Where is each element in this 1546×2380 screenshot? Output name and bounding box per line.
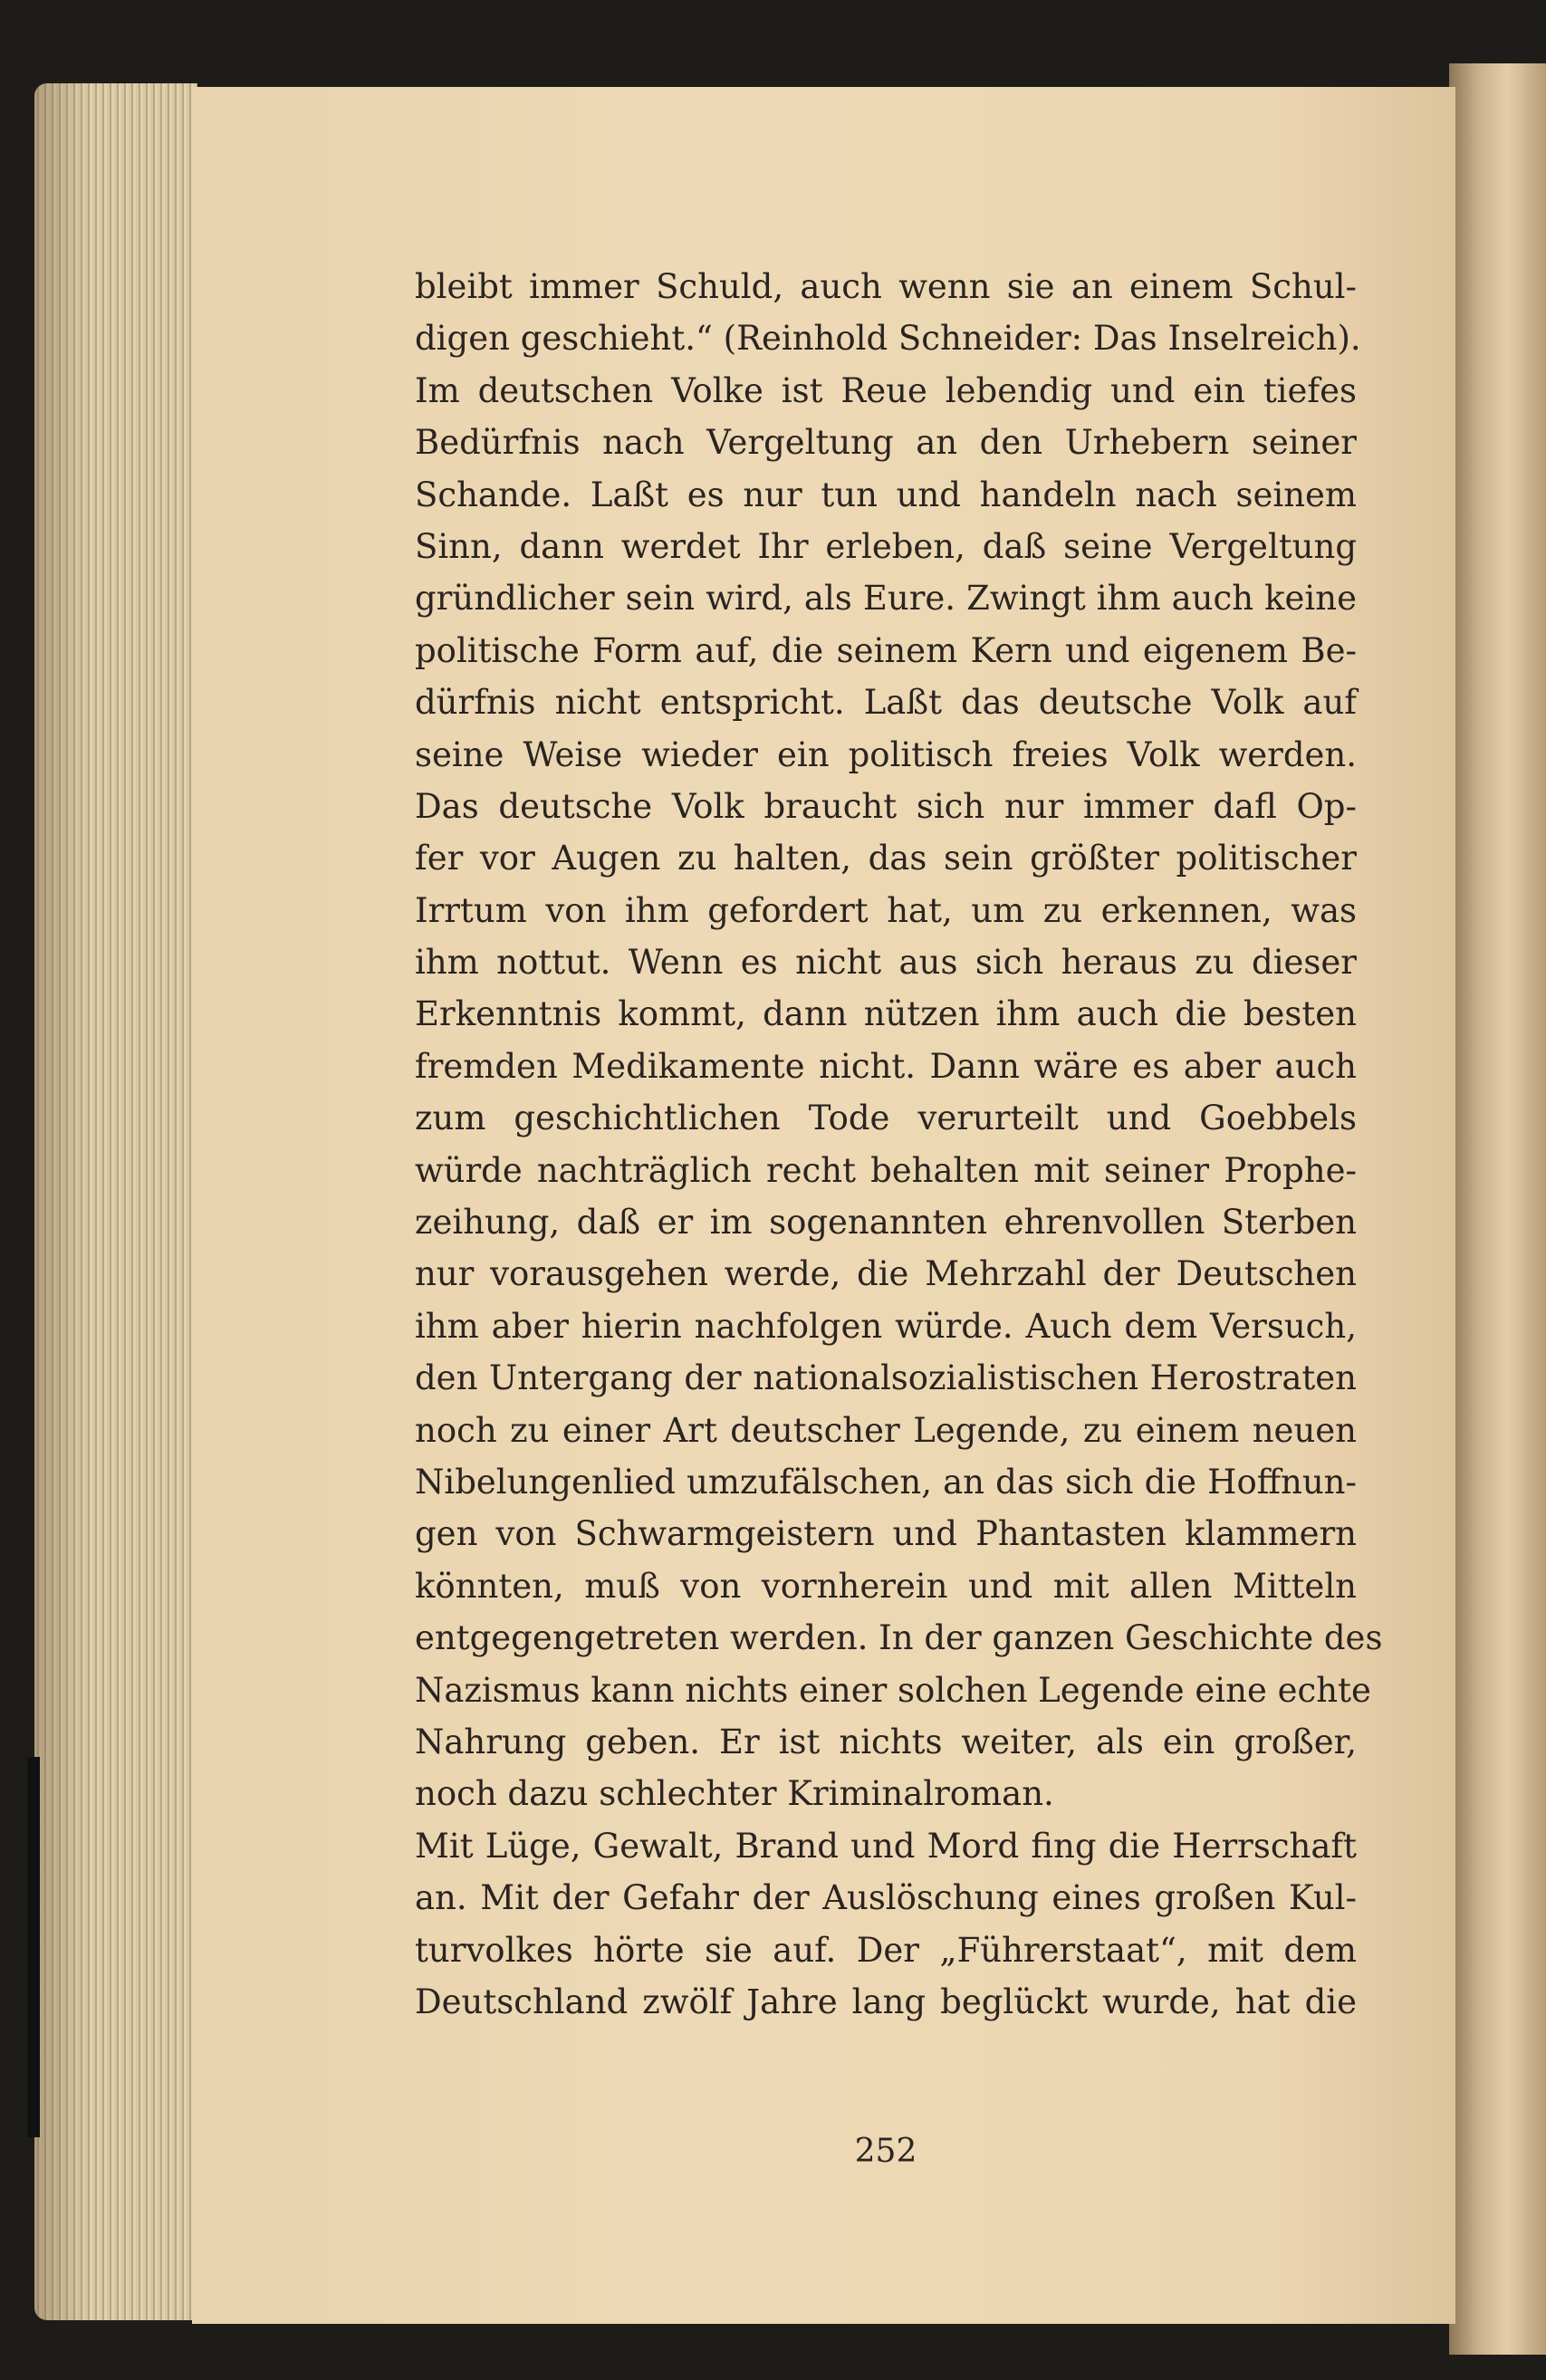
text-line: Deutschland zwölf Jahre lang beglückt wurde, hat die: [415, 1982, 1357, 2021]
text-line: Im deutschen Volke ist Reue lebendig und ein tiefes: [415, 370, 1357, 410]
text-line: Irrtum von ihm gefordert hat, um zu erkennen, was: [415, 890, 1357, 930]
text-line: zeihung, daß er im sogenannten ehrenvollen Sterben: [415, 1203, 1357, 1243]
text-line: nur vorausgehen werde, die Mehrzahl der Deutschen: [415, 1254, 1357, 1294]
text-line: ihm aber hierin nachfolgen würde. Auch dem Versuch,: [415, 1306, 1357, 1346]
text-line: würde nachträglich recht behalten mit seiner Prophe-: [415, 1150, 1357, 1190]
text-line: Mit Lüge, Gewalt, Brand und Mord fing die Herrschaft: [415, 1826, 1357, 1866]
text-line: fremden Medikamente nicht. Dann wäre es aber auch: [415, 1046, 1357, 1086]
text-line: könnten, muß von vornherein und mit allen Mitteln: [415, 1566, 1357, 1606]
binding-tab: [27, 1757, 40, 2137]
page-edge-shadow: [34, 83, 89, 2320]
text-line: dürfnis nicht entspricht. Laßt das deutsche Volk auf: [415, 683, 1357, 723]
text-line: zum geschichtlichen Tode verurteilt und Goebbels: [415, 1099, 1357, 1138]
text-line: noch dazu schlechter Kriminalroman.: [415, 1774, 1054, 1814]
text-line: Erkenntnis kommt, dann nützen ihm auch die besten: [415, 994, 1357, 1034]
text-line: Sinn, dann werdet Ihr erleben, daß seine Vergeltung: [415, 526, 1357, 566]
text-line: noch zu einer Art deutscher Legende, zu einem neuen: [415, 1410, 1357, 1450]
text-line: bleibt immer Schuld, auch wenn sie an einem Schul-: [415, 267, 1357, 306]
right-book-edge: [1449, 63, 1546, 2355]
text-line: den Untergang der nationalsozialistischen Herostraten: [415, 1358, 1357, 1398]
text-line: ihm nottut. Wenn es nicht aus sich heraus zu dieser: [415, 943, 1357, 983]
text-line: Nibelungenlied umzufälschen, an das sich die Hoffnun-: [415, 1462, 1357, 1502]
text-line: digen geschieht.“ (Reinhold Schneider: Das Inselreich).: [415, 319, 1361, 359]
text-line: an. Mit der Gefahr der Auslöschung eines großen Kul-: [415, 1878, 1357, 1918]
text-line: Das deutsche Volk braucht sich nur immer dafl Op-: [415, 786, 1357, 826]
text-line: seine Weise wieder ein politisch freies Volk werden.: [415, 734, 1357, 774]
text-line: Schande. Laßt es nur tun und handeln nach seinem: [415, 475, 1357, 514]
text-line: Nahrung geben. Er ist nichts weiter, als ein großer,: [415, 1722, 1357, 1761]
text-line: politische Form auf, die seinem Kern und eigenem Be-: [415, 630, 1357, 670]
page-number: 252: [854, 2133, 917, 2170]
text-line: turvolkes hörte sie auf. Der „Führerstaat“, mit dem: [415, 1930, 1357, 1970]
text-line: gen von Schwarmgeistern und Phantasten klammern: [415, 1514, 1357, 1554]
text-line: fer vor Augen zu halten, das sein größter politischer: [415, 839, 1357, 878]
text-line: Nazismus kann nichts einer solchen Legende eine echte: [415, 1670, 1371, 1710]
text-line: entgegengetreten werden. In der ganzen Geschichte des: [415, 1618, 1383, 1658]
text-line: gründlicher sein wird, als Eure. Zwingt ihm auch keine: [415, 579, 1357, 619]
page-text: [415, 261, 1383, 2028]
text-line: Bedürfnis nach Vergeltung an den Urhebern seiner: [415, 423, 1357, 463]
